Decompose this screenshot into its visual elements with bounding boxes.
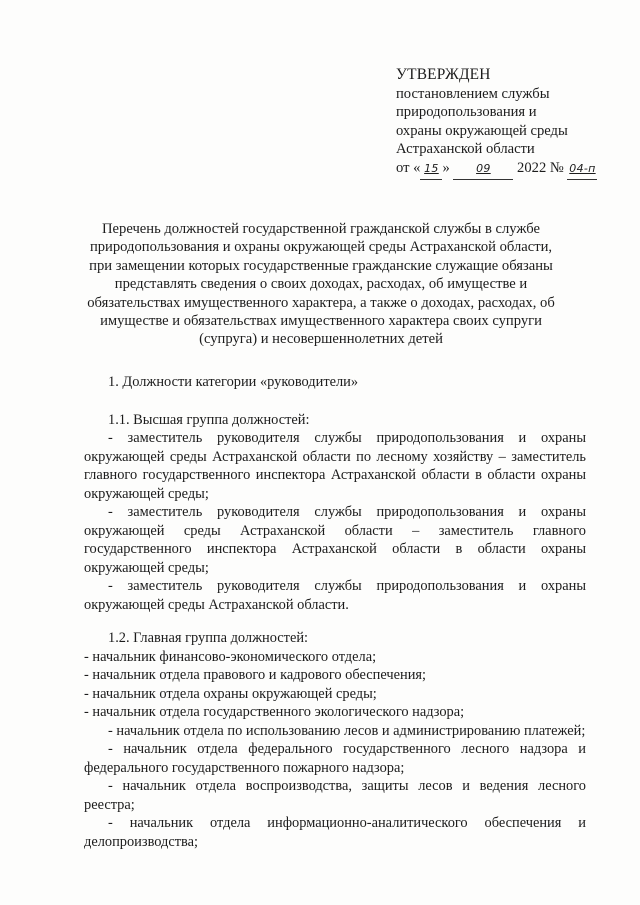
title-line: природопользования и охраны окружающей среды Астраханской области, [89, 239, 553, 256]
subsection-heading: 1.2. Главная группа должностей: [108, 630, 309, 646]
approval-block [396, 66, 596, 180]
document-body [84, 373, 586, 851]
date-month-field [453, 159, 513, 180]
list-item: - заместитель руководителя службы природопользования и охраны окружающей среды Астраханской области по лесному хозяйству – заместитель главного государственного инспектора Астраханской области в области охраны окружающей среды; [84, 430, 586, 502]
approval-line: природопользования и [396, 104, 537, 121]
document-number-handwritten: 04-п [569, 161, 596, 175]
list-item: - начальник отдела по использованию лесов и администрированию платежей; [108, 722, 586, 739]
title-line: при замещении которых государственные гражданские служащие обязаны [89, 257, 553, 274]
list-item: - начальник отдела государственного экологического надзора; [84, 704, 465, 720]
list-item: - начальник отдела охраны окружающей среды; [84, 685, 377, 702]
title-line: имуществе и обязательствах имущественного характера своих супруги [100, 313, 542, 330]
title-line: обязательствах имущественного характера, а также о доходах, расходах, об [87, 294, 555, 311]
title-line: представлять сведения о своих доходах, расходах, об имуществе и [114, 276, 528, 293]
list-item: - заместитель руководителя службы природопользования и охраны окружающей среды Астраханской области. [84, 578, 586, 613]
date-year: 2022 № [517, 159, 564, 176]
date-day-handwritten: 15 [424, 161, 439, 175]
title-line: (супруга) и несовершеннолетних детей [199, 331, 443, 348]
document-title [82, 220, 560, 349]
list-item: - начальник отдела информационно-аналитического обеспечения и делопроизводства; [84, 815, 586, 850]
document-number-field [567, 159, 597, 180]
approval-line: охраны окружающей среды [396, 122, 568, 139]
list-item: - начальник финансово-экономического отдела; [84, 648, 377, 665]
list-item: - заместитель руководителя службы природопользования и охраны окружающей среды Астраханской области – заместитель главного государственного инспектора Астраханской области в области охраны окружающей среды; [84, 504, 586, 576]
title-line: Перечень должностей государственной гражданской службы в службе [102, 221, 540, 237]
date-prefix: от « [396, 159, 421, 176]
list-item: - начальник отдела правового и кадрового обеспечения; [84, 667, 427, 683]
section-heading: 1. Должности категории «руководители» [108, 374, 359, 390]
approval-date-line [396, 159, 596, 180]
list-item: - начальник отдела воспроизводства, защиты лесов и ведения лесного реестра; [84, 778, 586, 813]
date-month-handwritten: 09 [476, 161, 491, 175]
approval-title: УТВЕРЖДЕН [396, 66, 491, 83]
date-day-field [420, 159, 442, 180]
approval-line: постановлением службы [396, 85, 550, 102]
approval-line: Астраханской области [396, 141, 535, 158]
list-item: - начальник отдела федерального государственного лесного надзора и федерального государственного пожарного надзора; [84, 741, 586, 776]
subsection-heading: 1.1. Высшая группа должностей: [108, 411, 310, 428]
date-mid: » [442, 159, 450, 176]
